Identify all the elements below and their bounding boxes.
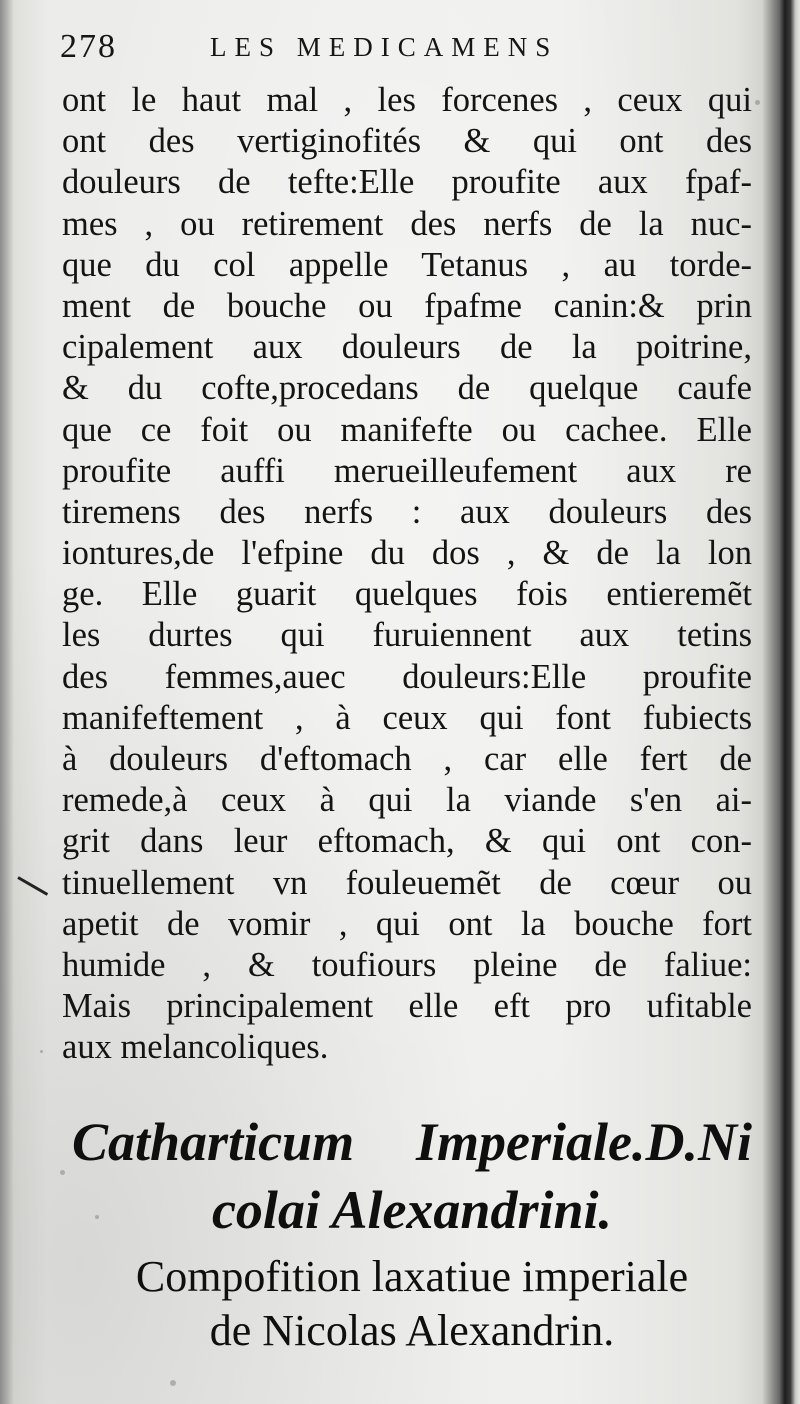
text-line: ge. Elle guarit quelques fois entieremẽt — [62, 575, 752, 614]
text-line: cipalement aux douleurs de la poitrine, — [62, 328, 752, 367]
text-line: ont le haut mal , les forcenes , ceux qui — [62, 81, 752, 119]
text-line: des femmes,auec douleurs:Elle proufite — [62, 657, 752, 696]
text-line: les durtes qui furuiennent aux tetins — [62, 616, 752, 655]
text-line: à douleurs d'eftomach , car elle fert de — [62, 740, 752, 778]
text-line: remede,à ceux à qui la viande s'en ai- — [62, 781, 752, 820]
body-text — [62, 80, 752, 1069]
page-header — [60, 28, 740, 72]
running-head: LES MEDICAMENS — [210, 32, 559, 62]
text-line: ont des vertiginofités & qui ont des — [62, 122, 752, 161]
page-number: 278 — [60, 28, 117, 65]
french-title-line: Compofition laxatiue imperiale — [135, 1252, 689, 1301]
ink-speck — [60, 1170, 65, 1175]
ink-speck — [755, 100, 760, 105]
ink-speck — [40, 1050, 43, 1053]
text-line: manifeftement , à ceux qui font fubiects — [62, 698, 752, 737]
text-line: aux melancoliques. — [62, 1028, 329, 1067]
text-line: mes , ou retirement des nerfs de la nuc- — [62, 204, 752, 243]
text-line: grit dans leur eftomach, & qui ont con- — [62, 822, 752, 861]
latin-title-line: Catharticum Imperiale.D.Ni — [72, 1112, 752, 1172]
text-line: tinuellement vn fouleuemẽt de cœur ou — [62, 863, 752, 902]
text-line: que du col appelle Tetanus , au torde- — [62, 245, 752, 284]
text-line: humide , & toufiours pleine de faliue: — [62, 945, 752, 984]
latin-recipe-title — [72, 1108, 752, 1244]
french-title-line: de Nicolas Alexandrin. — [209, 1306, 615, 1355]
ink-speck — [95, 1215, 99, 1219]
french-recipe-title — [72, 1250, 752, 1358]
latin-title-line: colai Alexandrini. — [211, 1180, 613, 1240]
text-line: ment de bouche ou fpafme canin:& prin — [62, 286, 752, 325]
text-line: & du cofte,procedans de quelque caufe — [62, 369, 752, 408]
page-edge — [762, 0, 800, 1404]
text-line: Mais principalement elle eft pro ufitable — [62, 987, 752, 1026]
text-line: proufite auffi merueilleufement aux re — [62, 451, 752, 490]
text-line: que ce foit ou manifefte ou cachee. Elle — [62, 410, 752, 449]
ink-speck — [170, 1380, 176, 1386]
text-line: apetit de vomir , qui ont la bouche fort — [62, 904, 752, 943]
gutter-shadow — [0, 0, 14, 1404]
text-line: tiremens des nerfs : aux douleurs des — [62, 492, 752, 531]
text-line: iontures,de l'efpine du dos , & de la lon — [62, 534, 752, 573]
text-line: douleurs de tefte:Elle proufite aux fpaf- — [62, 163, 752, 202]
marginal-stroke — [17, 876, 48, 896]
